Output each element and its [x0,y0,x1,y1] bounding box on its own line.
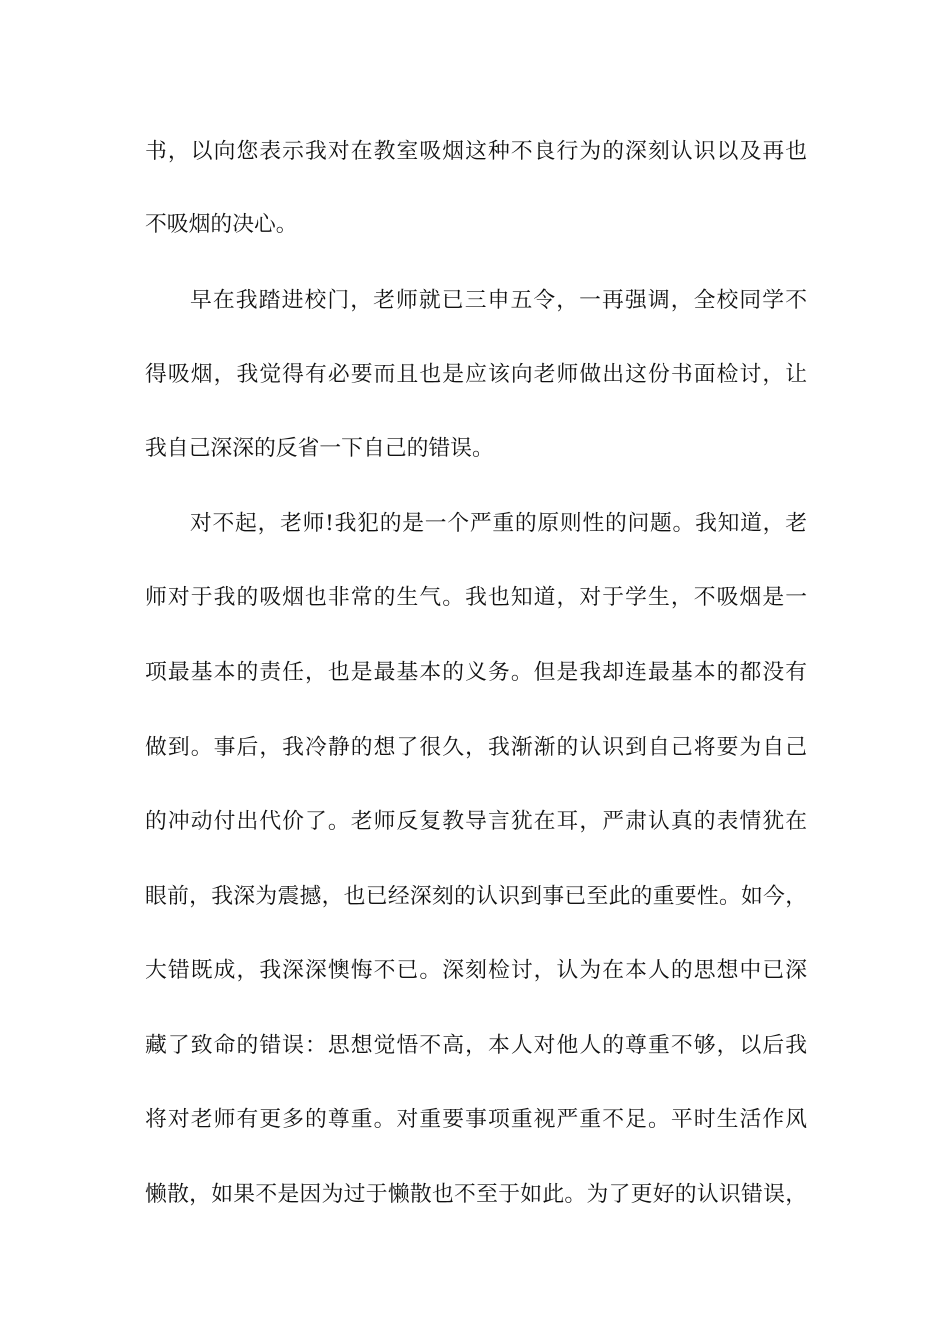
text-line: 懒散，如果不是因为过于懒散也不至于如此。为了更好的认识错误， [145,1182,807,1207]
text-line: 将对老师有更多的尊重。对重要事项重视严重不足。平时生活作风 [145,1107,807,1132]
text-line: 我自己深深的反省一下自己的错误。 [145,436,494,461]
text-line: 师对于我的吸烟也非常的生气。我也知道，对于学生，不吸烟是一 [145,585,807,610]
text-line: 藏了致命的错误：思想觉悟不高，本人对他人的尊重不够，以后我 [145,1033,807,1058]
text-line: 做到。事后，我冷静的想了很久，我渐渐的认识到自己将要为自己 [145,735,807,760]
text-line: 书，以向您表示我对在教室吸烟这种不良行为的深刻认识以及再也 [145,139,807,164]
text-line: 得吸烟，我觉得有必要而且也是应该向老师做出这份书面检讨，让 [145,362,807,387]
paragraph-start-line: 对不起，老师!我犯的是一个严重的原则性的问题。我知道，老 [190,511,807,536]
text-line: 眼前，我深为震撼，也已经深刻的认识到事已至此的重要性。如今， [145,884,807,909]
paragraph-start-line: 早在我踏进校门，老师就已三申五令，一再强调，全校同学不 [190,288,807,313]
text-line: 大错既成，我深深懊悔不已。深刻检讨，认为在本人的思想中已深 [145,958,807,983]
text-line: 不吸烟的决心。 [145,212,298,237]
text-line: 的冲动付出代价了。老师反复教导言犹在耳，严肃认真的表情犹在 [145,809,807,834]
text-line: 项最基本的责任，也是最基本的义务。但是我却连最基本的都没有 [145,660,807,685]
